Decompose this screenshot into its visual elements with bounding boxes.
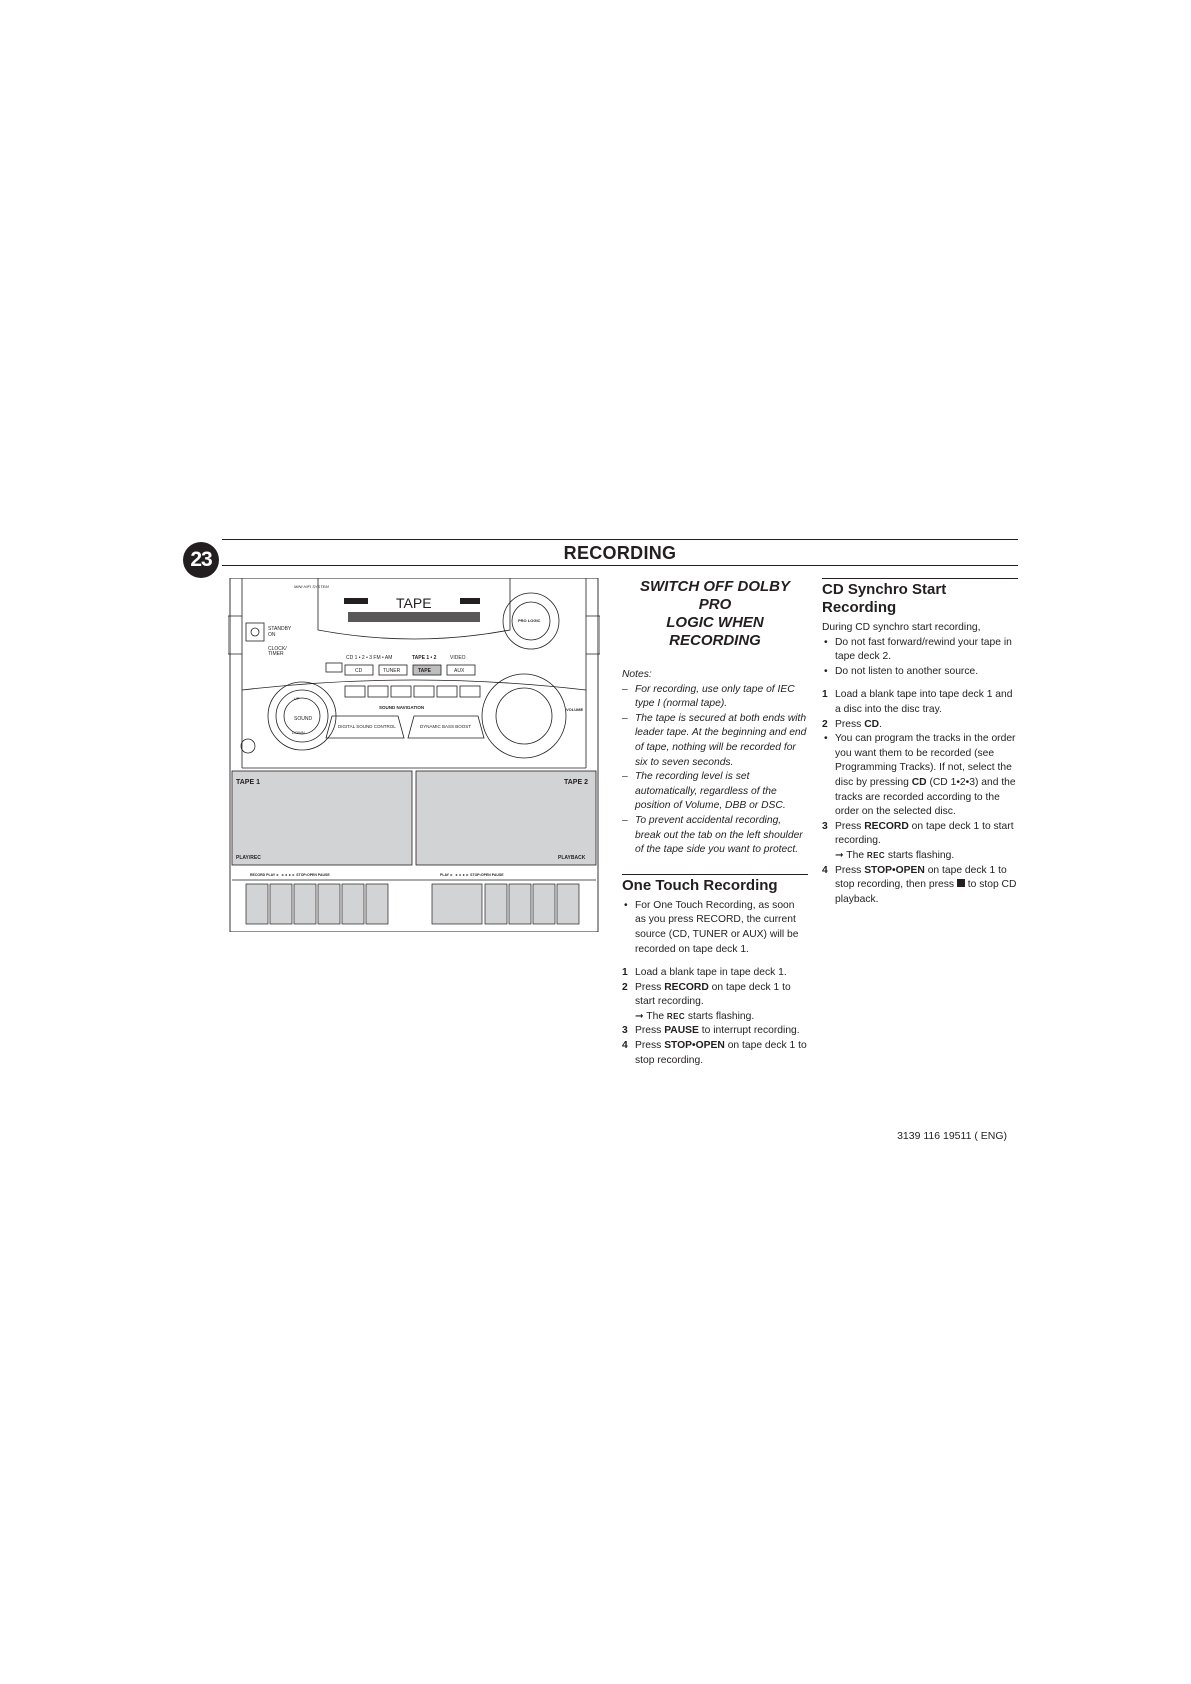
cd-synchro-rule: [822, 578, 1018, 579]
one-touch-step-2-result: ➞ The REC starts flashing.: [635, 1010, 755, 1022]
brand-line: MINI HIFI SYSTEM: [294, 584, 329, 589]
aux-button-label: AUX: [454, 668, 465, 674]
one-touch-heading: One Touch Recording: [622, 876, 778, 894]
down-label: DOWN: [292, 730, 305, 735]
volume-label: VOLUME: [566, 707, 584, 712]
section-title: RECORDING: [563, 543, 677, 563]
tape1-label: TAPE 1: [236, 779, 260, 786]
notes-label: Notes:: [622, 669, 652, 680]
header-rule-top: [222, 539, 1018, 540]
cd-synchro-bullet: • Do not fast forward/rewind your tape in tape deck 2.: [824, 636, 1012, 663]
sound-label: SOUND: [294, 716, 313, 722]
header-rule-bottom: [222, 565, 1018, 566]
one-touch-rule: [622, 874, 808, 875]
cd-synchro-step-2: 2 Press CD.: [822, 718, 882, 730]
tape-button-label: TAPE: [418, 668, 431, 674]
one-touch-step-2: 2 Press RECORD on tape deck 1 to start recording.: [622, 981, 791, 1008]
note-item: – The tape is secured at both ends with leader tape. At the beginning and end of tape, nothing will be recorded for six to seven seconds.: [622, 712, 807, 768]
tuner-button-label: TUNER: [383, 668, 401, 674]
note-item: – For recording, use only tape of IEC type I (normal tape).: [622, 683, 795, 710]
note-item: – To prevent accidental recording, break out the tab on the left shoulder of the tape side you want to protect.: [622, 814, 803, 856]
dbb-label: DYNAMIC BASS BOOST: [420, 724, 472, 729]
hifi-system-illustration: [228, 578, 600, 932]
stop-square-icon: [957, 879, 965, 887]
timer-label: TIMER: [268, 651, 284, 657]
cd-synchro-step-3-result: ➞ The REC starts flashing.: [835, 849, 955, 861]
pro-logic-label: PRO LOGIC: [518, 618, 541, 623]
tape-sel-label: TAPE 1 • 2: [412, 655, 437, 661]
page-number-badge: 23: [183, 542, 219, 578]
cd-synchro-bullet: • Do not listen to another source.: [824, 665, 979, 677]
dolby-heading-line1: SWITCH OFF DOLBY PRO: [640, 578, 790, 613]
clock-label: CLOCK/: [268, 646, 287, 652]
tape2-label: TAPE 2: [564, 779, 588, 786]
cd-synchro-heading-line2: Recording: [822, 599, 897, 616]
one-touch-step-1: 1 Load a blank tape in tape deck 1.: [622, 967, 787, 979]
dolby-heading-line2: LOGIC WHEN RECORDING: [666, 614, 764, 649]
cd-synchro-step-4: 4 Press STOP•OPEN on tape deck 1 to stop recording, then press to stop CD playback.: [822, 864, 1017, 905]
cd-synchro-step-1: 1 Load a blank tape into tape deck 1 and a disc into the disc tray.: [822, 689, 1013, 715]
dsc-label: DIGITAL SOUND CONTROL: [338, 724, 396, 729]
sound-navigation-label: SOUND NAVIGATION: [379, 705, 425, 710]
video-label: VIDEO: [450, 655, 466, 661]
column-dolby-notes: [622, 578, 808, 1068]
standby-label: STANDBY: [268, 626, 292, 632]
one-touch-step-3: 3 Press PAUSE to interrupt recording.: [622, 1025, 800, 1037]
cd-synchro-program-bullet: • You can program the tracks in the order you want them to be recorded (see Programming Tracks). If not, select the disc by pressing CD (CD 1•2•3) and the tracks are recorded according to the order on the selected disc.: [824, 733, 1016, 818]
note-item: – The recording level is set automatically, regardless of the position of Volume, DBB or DSC.: [622, 771, 786, 812]
cd-synchro-heading-line1: CD Synchro Start: [822, 581, 947, 598]
cd-synchro-step-3: 3 Press RECORD on tape deck 1 to start recording.: [822, 820, 1014, 847]
cd-button-label: CD: [355, 668, 363, 674]
column-cd-synchro: [822, 578, 1018, 907]
one-touch-bullet: • For One Touch Recording, as soon as you press RECORD, the current source (CD, TUNER or AUX) will be recorded on tape deck 1.: [624, 899, 799, 955]
display-text: TAPE: [396, 595, 432, 611]
deck1-keys-label: RECORD PLAY ► ◄◄ ►► STOP•OPEN PAUSE: [250, 873, 330, 877]
cd-synchro-intro: During CD synchro start recording,: [822, 622, 981, 633]
one-touch-step-4: 4 Press STOP•OPEN on tape deck 1 to stop recording.: [622, 1040, 807, 1066]
up-label: UP: [294, 696, 300, 701]
play-rec-label: PLAY/REC: [236, 855, 261, 861]
on-label: ON: [268, 632, 276, 638]
playback-label: PLAYBACK: [558, 855, 586, 861]
source-row-label: CD 1 • 2 • 3 FM • AM: [346, 655, 393, 661]
document-code: 3139 116 19511 ( ENG): [897, 1130, 1007, 1142]
deck2-keys-label: PLAY ► ◄◄ ►► STOP•OPEN PAUSE: [440, 873, 504, 877]
